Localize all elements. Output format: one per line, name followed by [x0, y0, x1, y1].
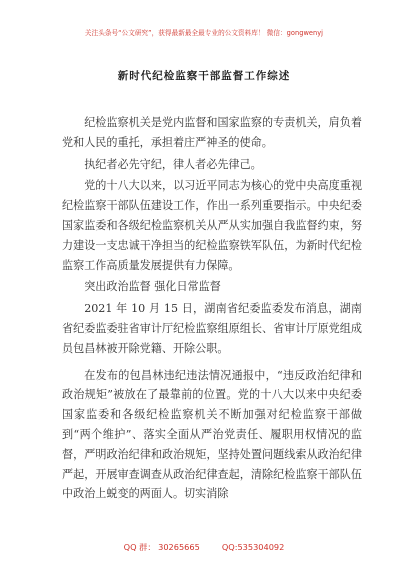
- document-title: 新时代纪检监察干部监督工作综述: [117, 70, 291, 82]
- paragraph: 2021 年 10 月 15 日，湖南省纪委监委发布消息，湖南省纪委监委驻省审计厅纪检监察组原组长、省审计厅原党组成员包昌林被开除党籍、开除公职。: [62, 302, 362, 355]
- paragraph: 纪检监察机关是党内监督和国家监察的专责机关，肩负着党和人民的重托，承担着庄严神圣的使命。: [62, 116, 362, 149]
- section-heading: 突出政治监督 强化日常监督: [84, 280, 221, 294]
- footer-qq-group: QQ 群： 30265665: [123, 542, 200, 552]
- document-body: [62, 113, 362, 504]
- paragraph: 执纪者必先守纪，律人者必先律己。: [84, 157, 262, 171]
- paragraph: 党的十八大以来，以习近平同志为核心的党中央高度重视纪检监察干部队伍建设工作，作出一系列重要指示。中央纪委国家监委和各级纪检监察机关从严从实加强自我监督约束，努力建设一支忠诚干净担当的纪检监察铁军队伍，为新时代纪检监察工作高质量发展提供有力保障。: [62, 179, 362, 272]
- header-banner: 关注头条号“公文研究”，获得最新最全最专业的公文资料库！ 微信：gongwenyj: [84, 29, 324, 37]
- footer-qq-contact: QQ:535304092: [221, 542, 285, 552]
- paragraph: 在发布的包昌林违纪违法情况通报中，“违反政治纪律和政治规矩”被放在了最靠前的位置。党的十八大以来中央纪委国家监委和各级纪检监察机关不断加强对纪检监察干部做到“两个维护”、落实全面从严治党责任、履职用权情况的监督，严明政治纪律和政治规矩，坚持处置问题线索从政治纪律严起，开展审查调查从政治纪律查起，清除纪检监察干部队伍中政治上蜕变的两面人。切实消除: [62, 368, 362, 501]
- footer: [0, 542, 408, 553]
